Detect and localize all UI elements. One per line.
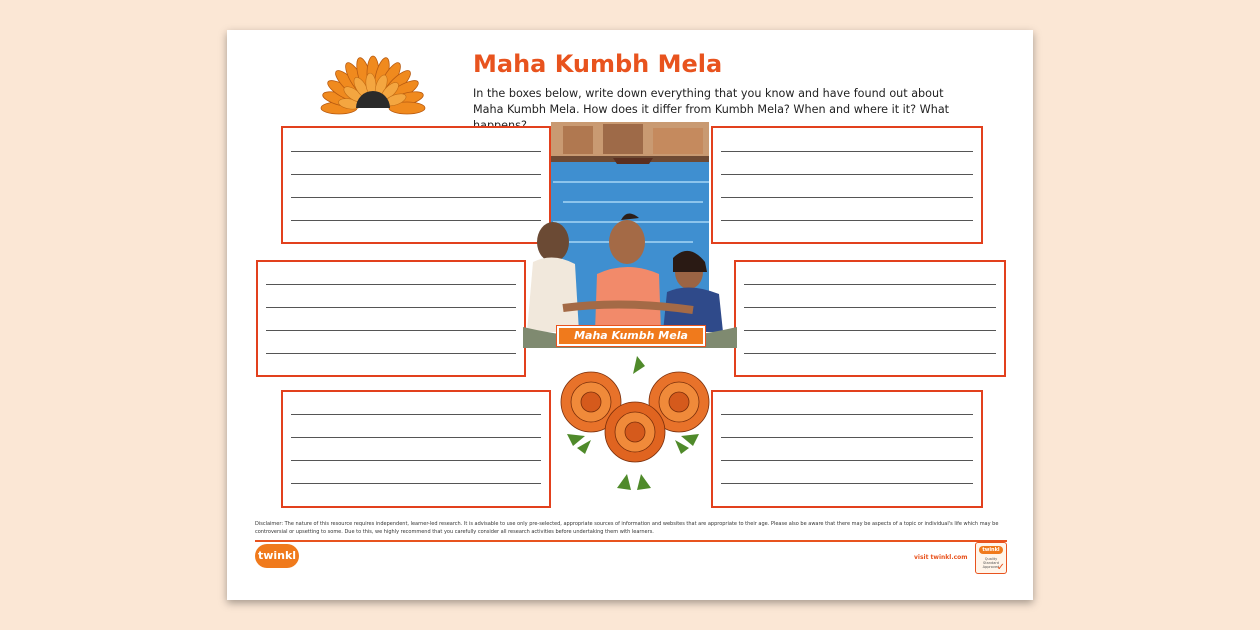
answer-box-bottom-right[interactable] <box>711 390 983 508</box>
answer-box-middle-left[interactable] <box>256 260 526 377</box>
instructions-text: In the boxes below, write down everything that you know and have found out about Maha Kumbh Mela. How does it differ from Kumbh Mela? When and where it it? What <box>473 87 950 116</box>
answer-box-top-left[interactable] <box>281 126 551 244</box>
footer-divider <box>255 540 1007 542</box>
answer-box-bottom-left[interactable] <box>281 390 551 508</box>
visit-link[interactable]: visit twinkl.com <box>914 554 968 561</box>
quality-badge-icon <box>975 542 1007 574</box>
badge-subtitle: Quality Standard Approved <box>982 557 1000 569</box>
twinkl-logo[interactable]: twinkl <box>255 544 299 568</box>
marigold-icon <box>557 348 713 498</box>
sunflower-icon <box>313 50 433 128</box>
banner-label: Maha Kumbh Mela <box>557 326 705 346</box>
check-icon: ✓ <box>996 562 1005 573</box>
page-title: Maha Kumbh Mela <box>473 50 723 78</box>
answer-box-top-right[interactable] <box>711 126 983 244</box>
river-illustration <box>523 122 737 348</box>
worksheet-page <box>227 30 1033 600</box>
answer-box-middle-right[interactable] <box>734 260 1006 377</box>
badge-title: twinkl <box>979 546 1003 554</box>
disclaimer-text: Disclaimer: The nature of this resource requires independent, learner-led research. It is advisable to use only pre-selected, appropriate sources of information and websites that are appropriate to their age. Please also be aware that there may be aspects of a topic or individual's life which may be controversial or upsetting to some. Due to this, we highly recommend that you carefully consider all research activities before undertaking them with learners. <box>255 521 999 535</box>
